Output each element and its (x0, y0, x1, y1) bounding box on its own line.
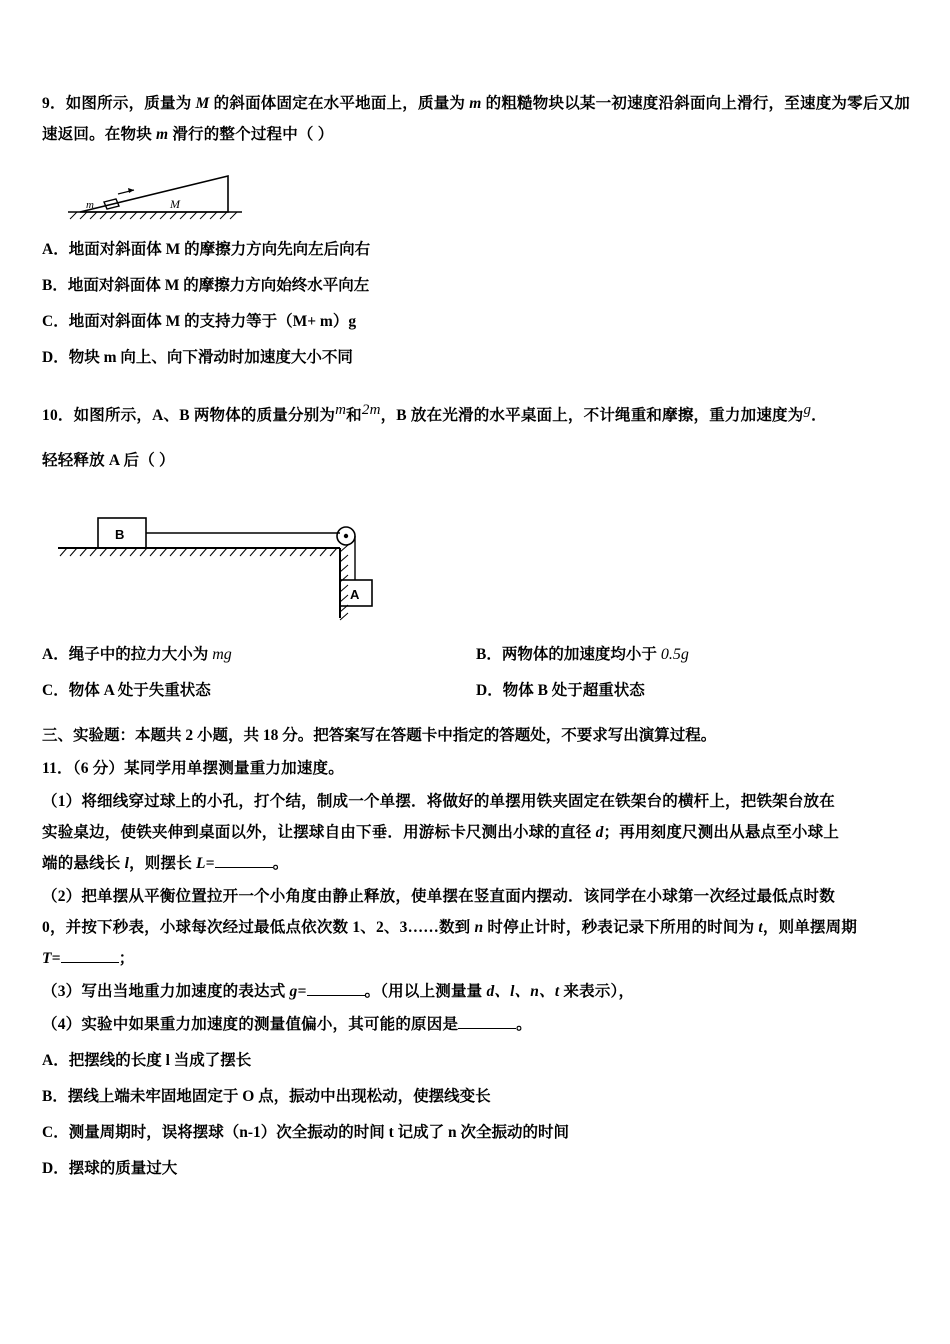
q11-var-T: T= (42, 950, 61, 967)
q11-blank-3[interactable] (307, 980, 365, 996)
question-9-text-1: ．如图所示，质量为 (49, 95, 196, 112)
question-10-option-c: C．物体 A 处于失重状态 (42, 682, 211, 699)
q11-var-d: d (595, 824, 604, 841)
question-10-number: 10 (42, 407, 58, 424)
question-10-option-b-math: 0.5g (660, 646, 689, 663)
q11-step3-line3: 来表示）， (559, 983, 635, 1000)
question-9-option-d: D．物块 m 向上、向下滑动时加速度大小不同 (42, 349, 353, 366)
q11-blank-1[interactable] (215, 852, 273, 868)
q11-step1-line5: ，则摆长 (129, 855, 196, 872)
q11-blank-4[interactable] (458, 1013, 516, 1029)
q11-step1-line6: 。 (272, 855, 289, 872)
q11-step3-line2: 。（用以上测量量 (364, 983, 487, 1000)
question-10-stem (42, 395, 910, 431)
question-11-step-1 (42, 786, 910, 817)
q11-var-g: g= (289, 983, 307, 1000)
question-9-var-m: m (469, 95, 482, 112)
figure-label-M: M (170, 197, 180, 211)
question-11-step-1c (42, 848, 910, 879)
question-9-option-c: C．地面对斜面体 M 的支持力等于（M+ m）g (42, 313, 357, 330)
q11-var-t: t (758, 919, 763, 936)
question-11-option-a: A．把摆线的长度 l 当成了摆长 (42, 1052, 252, 1069)
pulley-table-svg (52, 490, 382, 625)
question-10-text-4: ． (811, 407, 827, 424)
question-11-step-2b (42, 912, 910, 943)
q11-step3-line1: （3）写出当地重力加速度的表达式 (42, 983, 290, 1000)
q11-step1-line1: （1）将细线穿过球上的小孔，打个结，制成一个单摆．将做好的单摆用铁夹固定在铁架台的横杆上，把铁架台放在 (42, 793, 835, 810)
q11-blank-2[interactable] (61, 947, 119, 963)
question-10-options-row-1 (42, 640, 910, 670)
question-9-var-M: M (195, 95, 210, 112)
incline-block-svg (60, 164, 250, 224)
question-9-text-2: 的斜面体固定在水平地面上，质量为 (209, 95, 470, 112)
question-10-option-a-text: A．绳子中的拉力大小为 (42, 646, 209, 663)
figure-label-B: B (115, 527, 125, 542)
question-10-text-3: ，B 放在光滑的水平桌面上，不计绳重和摩擦，重力加速度为 (380, 407, 804, 424)
q11-var-n: n (474, 919, 484, 936)
q11-step1-line3: ；再用刻度尺测出从悬点至小球上 (603, 824, 840, 841)
question-10-option-d: D．物体 B 处于超重状态 (476, 682, 645, 699)
question-9-number: 9 (42, 95, 50, 112)
figure-label-m: m (86, 199, 94, 211)
q11-step4-line2: 。 (516, 1016, 532, 1033)
incline-block-figure (60, 164, 910, 229)
q11-step2-line4: ，则单摆周期 (762, 919, 858, 936)
q11-step2-line3: 时停止计时，秒表记录下所用的时间为 (483, 919, 759, 936)
q11-var-l: l (124, 855, 130, 872)
question-11-step-2 (42, 881, 910, 912)
page-content (42, 88, 910, 1184)
q11-step2-zero: 0 (42, 919, 50, 936)
q11-step1-line4: 端的悬线长 (42, 855, 125, 872)
q11-step4-line1: （4）实验中如果重力加速度的测量值偏小，其可能的原因是 (42, 1016, 459, 1033)
question-10-gravity: g (803, 402, 812, 418)
pulley-table-figure (52, 490, 910, 630)
question-11-step-1b (42, 817, 910, 848)
q11-step2-line5: ； (118, 950, 135, 967)
question-10-release: 轻轻释放 A 后（ ） (42, 452, 175, 469)
question-9-text-4: 滑行的整个过程中（ ） (168, 126, 334, 143)
question-11-step-2c (42, 943, 910, 974)
q11-var-L: L= (195, 855, 215, 872)
question-10-text-1: ．如图所示，A、B 两物体的质量分别为 (57, 407, 336, 424)
question-9-option-b: B．地面对斜面体 M 的摩擦力方向始终水平向左 (42, 277, 370, 294)
question-9-option-a: A．地面对斜面体 M 的摩擦力方向先向左后向右 (42, 241, 371, 258)
question-11-option-c: C．测量周期时，误将摆球（n-1）次全振动的时间 t 记成了 n 次全振动的时间 (42, 1124, 570, 1141)
question-10-options-row-2 (42, 676, 910, 706)
question-10-mass-a: m (335, 402, 347, 418)
question-10-option-a-math: mg (212, 646, 232, 663)
q11-step2-line2: ，并按下秒表，小球每次经过最低点依次数 1、2、3……数到 (49, 919, 475, 936)
question-9-text-3: 的粗糙物块以某一初速度沿斜面向上滑行，至速度为零后又加速返回。在物块 (42, 95, 910, 143)
question-10-text-2: 和 (346, 407, 362, 424)
question-11-title: 11．（6 分）某同学用单摆测量重力加速度。 (42, 760, 344, 777)
question-10-mass-b: 2m (361, 402, 381, 418)
q11-step2-line1: （2）把单摆从平衡位置拉开一个小角度由静止释放，使单摆在竖直面内摆动．该同学在小球第一次经过最低点时数 (42, 888, 835, 905)
figure-label-A: A (350, 587, 360, 602)
question-9-stem (42, 88, 910, 150)
question-11-step-3 (42, 976, 910, 1007)
q11-step3-vars: d、l、n、t (486, 983, 560, 1000)
section-3-heading: 三、实验题：本题共 2 小题，共 18 分。把答案写在答题卡中指定的答题处，不要求写出演算过程。 (42, 727, 717, 744)
question-10-option-b-text: B．两物体的加速度均小于 (476, 646, 657, 663)
question-9-var-m2: m (155, 126, 169, 143)
question-11-step-4 (42, 1009, 910, 1040)
question-10-option-b (476, 640, 910, 670)
q11-step1-line2: 实验桌边，使铁夹伸到桌面以外，让摆球自由下垂．用游标卡尺测出小球的直径 (42, 824, 596, 841)
question-11-option-b: B．摆线上端未牢固地固定于 O 点，振动中出现松动，使摆线变长 (42, 1088, 491, 1105)
question-11-option-d: D．摆球的质量过大 (42, 1160, 178, 1177)
question-10-option-a (42, 640, 476, 670)
